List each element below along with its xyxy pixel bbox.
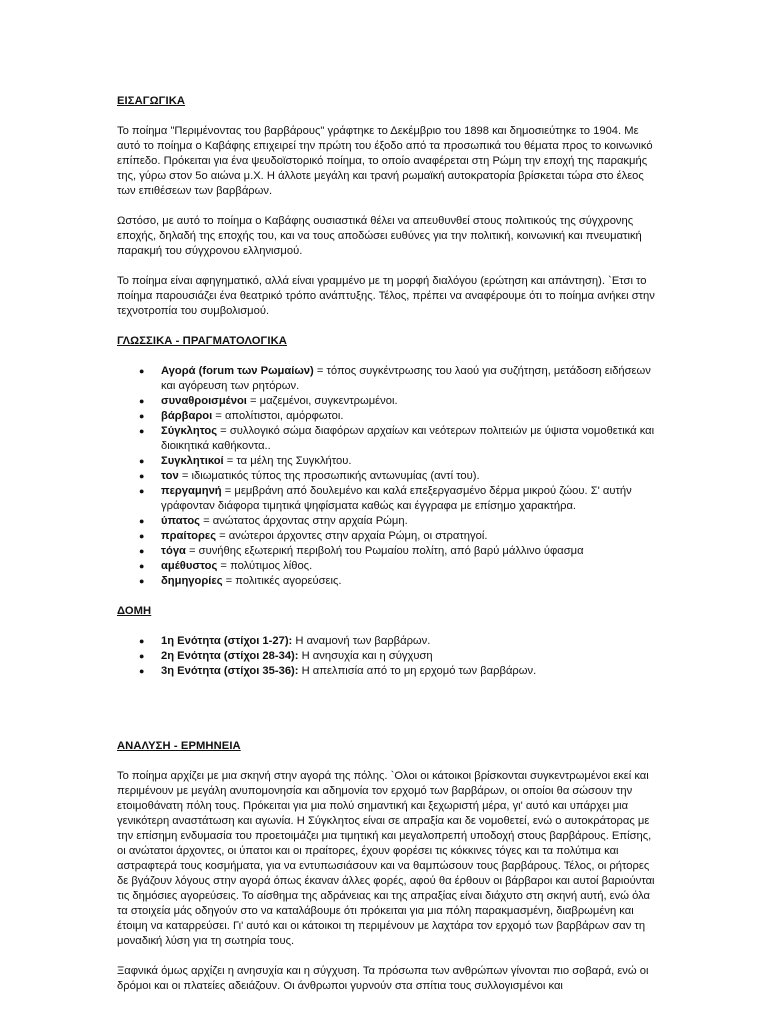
bullet-icon: ● (139, 456, 145, 466)
bullet-icon: ● (139, 576, 145, 586)
glossary-definition: = συλλογικό σώμα διαφόρων αρχαίων και νεότερων πολιτειών με ύψιστα νομοθετικά και διοικητικά καθήκοντα.. (161, 425, 655, 452)
intro-paragraph-2: Ωστόσο, με αυτό το ποίημα ο Καβάφης ουσιαστικά θέλει να απευθυνθεί στους πολιτικούς της σύγχρονης εποχής, δηλαδή της εποχής του, και να τους αποδώσει ευθύνες για την πολιτική, κοινωνική και πνευματική παρακμή του σύγχρονου ελληνισμού. (117, 215, 642, 257)
glossary-term: ύπατος (161, 515, 200, 527)
list-item (117, 514, 660, 529)
glossary-definition: = πολύτιμος λίθος. (217, 560, 313, 572)
structure-list (117, 634, 660, 679)
glossary-term: Αγορά (forum των Ρωμαίων) (161, 365, 314, 377)
glossary-term: περγαμηνή (161, 485, 222, 497)
bullet-icon: ● (139, 426, 145, 436)
list-item (117, 469, 660, 484)
list-item (117, 664, 660, 679)
intro-paragraph-3: Το ποίημα είναι αφηγηματικό, αλλά είναι γραμμένο με τη μορφή διαλόγου (ερώτηση και απάντηση). `Ετσι το ποίημα παρουσιάζει ένα θεατρικό τρόπο ανάπτυξης. Τέλος, πρέπει να αναφέρουμε ότι το ποίημα ανήκει στην τεχνοτροπία του συμβολισμού. (117, 275, 655, 317)
structure-unit-description: Η ανησυχία και η σύγχυση (298, 650, 433, 662)
section-heading-intro: ΕΙΣΑΓΩΓΙΚΑ (117, 95, 186, 107)
structure-unit-label: 2η Ενότητα (στίχοι 28-34): (161, 650, 299, 662)
list-item (117, 484, 660, 514)
list-item (117, 409, 660, 424)
analysis-paragraph-2: Ξαφνικά όμως αρχίζει η ανησυχία και η σύγχυση. Τα πρόσωπα των ανθρώπων γίνονται πιο σοβαρά, ενώ οι δρόμοι και οι πλατείες αδειάζουν. Οι άνθρωποι γυρνούν στα σπίτια τους συλλογισμένοι και (117, 965, 649, 992)
list-item (117, 574, 660, 589)
list-item (117, 559, 660, 574)
bullet-icon: ● (139, 561, 145, 571)
list-item (117, 454, 660, 469)
section-heading-glossary: ΓΛΩΣΣΙΚΑ - ΠΡΑΓΜΑΤΟΛΟΓΙΚΑ (117, 335, 287, 347)
list-item (117, 634, 660, 649)
glossary-term: Συγκλητικοί (161, 455, 224, 467)
structure-unit-description: Η απελπισία από το μη ερχομό των βαρβάρων. (298, 665, 537, 677)
glossary-definition: = μεμβράνη από δουλεμένο και καλά επεξεργασμένο δέρμα μικρού ζώου. Σ' αυτήν γράφονταν διάφορα τιμητικά ψηφίσματα καθώς και έγγραφα με επίσημο χαρακτήρα. (161, 485, 632, 512)
bullet-icon: ● (139, 366, 145, 376)
list-item (117, 544, 660, 559)
glossary-definition: = ανώτεροι άρχοντες στην αρχαία Ρώμη, οι στρατηγοί. (216, 530, 488, 542)
glossary-definition: = ιδιωματικός τύπος της προσωπικής αντωνυμίας (αντί του). (178, 470, 480, 482)
glossary-term: Σύγκλητος (161, 425, 218, 437)
glossary-term: πραίτορες (161, 530, 217, 542)
structure-unit-description: Η αναμονή των βαρβάρων. (292, 635, 431, 647)
glossary-term: τόγα (161, 545, 186, 557)
glossary-definition: = τα μέλη της Συγκλήτου. (223, 455, 352, 467)
bullet-icon: ● (139, 471, 145, 481)
bullet-icon: ● (139, 396, 145, 406)
bullet-icon: ● (139, 486, 145, 496)
glossary-term: βάρβαροι (161, 410, 213, 422)
list-item (117, 649, 660, 664)
glossary-definition: = ανώτατος άρχοντας στην αρχαία Ρώμη. (199, 515, 408, 527)
glossary-definition: = μαζεμένοι, συγκεντρωμένοι. (246, 395, 398, 407)
glossary-term: δημηγορίες (161, 575, 223, 587)
list-item (117, 424, 660, 454)
glossary-definition: = τόπος συγκέντρωσης του λαού για συζήτηση, μετάδοση ειδήσεων και αγόρευση των ρητόρων. (161, 365, 651, 392)
list-item (117, 529, 660, 544)
glossary-term: αμέθυστος (161, 560, 218, 572)
blank-space (117, 694, 660, 739)
list-item (117, 394, 660, 409)
glossary-term: συναθροισμένοι (161, 395, 247, 407)
bullet-icon: ● (139, 546, 145, 556)
section-heading-analysis: ΑΝΑΛΥΣΗ - ΕΡΜΗΝΕΙΑ (117, 740, 241, 752)
glossary-list (117, 364, 660, 589)
bullet-icon: ● (139, 411, 145, 421)
bullet-icon: ● (139, 666, 145, 676)
bullet-icon: ● (139, 636, 145, 646)
bullet-icon: ● (139, 651, 145, 661)
bullet-icon: ● (139, 516, 145, 526)
section-heading-structure: ΔΟΜΗ (117, 605, 152, 617)
intro-paragraph-1: Το ποίημα "Περιμένοντας του βαρβάρους" γράφτηκε το Δεκέμβριο του 1898 και δημοσιεύτηκε το 1904. Με αυτό το ποίημα ο Καβάφης επιχειρεί την πρώτη του έξοδο από τα προσωπικά του θέματα προς το κοινωνικό επίπεδο. Πρόκειται για ένα ψευδοϊστορικό ποίημα, το οποίο αναφέρεται στη Ρώμη την εποχή της παρακμής της, γύρω στον 5ο αιώνα μ.Χ. Η άλλοτε μεγάλη και τρανή ρωμαϊκή αυτοκρατορία βρίσκεται τώρα στο έλεος των επιθέσεων των βαρβάρων. (117, 125, 653, 197)
analysis-paragraph-1: Το ποίημα αρχίζει με μια σκηνή στην αγορά της πόλης. `Ολοι οι κάτοικοι βρίσκονται συγκεντρωμένοι εκεί και περιμένουν με μεγάλη ανυπομονησία και αδημονία τον ερχομό των βαρβάρων, οι οποίοι θα σώσουν την ετοιμοθάνατη πόλη τους. Πρόκειται για μια πολύ σημαντική και ξεχωριστή μέρα, γι' αυτό και υπάρχει μια γενικότερη αναστάτωση και αγωνία. Η Σύγκλητος είναι σε απραξία και δε νομοθετεί, ενώ ο αυτοκράτορας με την επίσημη ενδυμασία του προετοιμάζει μια τιμητική και μεγαλοπρεπή υποδοχή στους βαρβάρους. Επίσης, οι ανώτατοι άρχοντες, οι ύπατοι και οι πραίτορες, έχουν φορέσει τις κόκκινες τόγες και τα πολύτιμα και αστραφτερά τους κοσμήματα, για να εντυπωσιάσουν και να θαμπώσουν τους βαρβάρους. Τέλος, οι ρήτορες δε βγάζουν λόγους στην αγορά όπως έκαναν άλλες φορές, αφού θα έρθουν οι βάρβαροι και αυτοί βαριούνται τις δημόσιες αγορεύσεις. Το αίσθημα της αδράνειας και της απραξίας είναι διάχυτο στη σκηνή αυτή, ενώ όλα τα στοιχεία μάς οδηγούν στο να καταλάβουμε ότι πρόκειται για μια πόλη παρακμασμένη, διαβρωμένη και έτοιμη να καταρρεύσει. Γι' αυτό και οι κάτοικοι τη περιμένουν με λαχτάρα τον ερχομό των βαρβάρων σαν τη μοναδική λύση για τη σωτηρία τους. (117, 770, 655, 947)
glossary-definition: = πολιτικές αγορεύσεις. (222, 575, 342, 587)
structure-unit-label: 3η Ενότητα (στίχοι 35-36): (161, 665, 299, 677)
structure-unit-label: 1η Ενότητα (στίχοι 1-27): (161, 635, 293, 647)
bullet-icon: ● (139, 531, 145, 541)
glossary-definition: = συνήθης εξωτερική περιβολή του Ρωμαίου πολίτη, από βαρύ μάλλινο ύφασμα (185, 545, 584, 557)
list-item (117, 364, 660, 394)
glossary-definition: = απολίτιστοι, αμόρφωτοι. (212, 410, 344, 422)
glossary-term: τον (161, 470, 179, 482)
